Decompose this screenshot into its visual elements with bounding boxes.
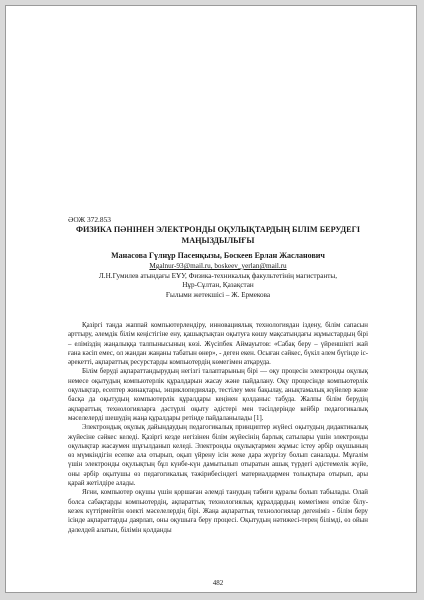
article-body bbox=[68, 321, 368, 535]
paper-title bbox=[68, 224, 368, 246]
author-names: Манасова Гүлнұр Пасенқызы, Боскеев Ерлан Жасланович bbox=[111, 251, 325, 260]
title-line-2: МАҢЫЗДЫЛЫҒЫ bbox=[181, 236, 255, 245]
document-page bbox=[5, 5, 417, 593]
scientific-supervisor: Ғылыми жетекшісі – Ж. Ермекова bbox=[165, 290, 271, 299]
body-paragraph: Электрондық оқулық дайындаудың педагогикалық принциптер жүйесі оқытудың дидактикалық жүйесіне сәйкес келеді. Қазіргі кезде негізінен білім жүйесінің барлық сатылары үшін электронды оқулықтар жасаумен шұғылданып келеді. Электронды оқулықтармен жұмыс істеу әрбір оқушының өз мүмкіндігін есепке ала отырып, оқып үйрену ісін жеке дара жүргізу болып саналады. Мұғалім үшін электронды оқулықтың бұл күнбе-күн дамытылып отыратын ашық түрдегі әдістемелік жүйе, оны әрбір оқытушы өз педагогикалық тәжірибесіндегі материалдармен толықтыра отырып, ары қарай жетілдіре алады. bbox=[68, 424, 368, 488]
udc-code: ӘОЖ 372.853 bbox=[68, 215, 111, 224]
body-paragraph: Білім беруді ақпараттандырудың негізгі талаптарының бірі — оқу процесін электронды оқулық немесе оқытудың компьютерлік құралдарын жасау және пайдалану. Оқу процесінде компьютерлік оқулықтар, есептер жинақтары, энциклопедиялар, тестілеу мен бақылау, анықтамалық жүйелер және басқа да оқытудың компьютерлік құралдары кеңінен қолданыс табуда. Жалпы білім берудің ақпараттық технологияларға дәстүрлі оқыту әдістері мен тәсілдерінде кейбір педагогикалық мәселелерді шешудің жаңа құралдары ретінде пайдаланылады [1]. bbox=[68, 368, 368, 422]
author-info bbox=[68, 262, 368, 300]
title-line-1: ФИЗИКА ПӘНІНЕН ЭЛЕКТРОНДЫ ОҚУЛЫҚТАРДЫҢ БІЛІМ БЕРУДЕГІ bbox=[75, 225, 361, 234]
body-paragraph: Яғни, компьютер оқушы үшін қоршаған әлемді танудың табиғи құралы болып табылады. Олай болса сабақтарды компьютердің, ақпараттық технологиялық құралдардың көмегімен өткізе білу-кезек күттірмейтін өзекті мәселелердің бірі. Жаңа ақпараттық технологиялар дегеніміз - білім беру ісінде ақпараттарды даярлап, оны оқушыға беру процесі. Оқытудың нәтижесі-терең білімді, өз ойын дәлелдей алатын, білімін қолданды bbox=[68, 489, 368, 534]
body-paragraph: Қазіргі таңда жаппай компьютерлендіру, инновациялық технологиядан іздену, білім сапасын арттыру, әлемдік білім кеңістігіне ену, қашықтықтан оқытуға көшу мақсатындағы жұмыстардың бірі – еліміздің жаңалыққа талпынысының көзі. Жүсіпбек Аймауытов: «Сабақ беру – үйреншікті жай ғана кәсіп емес, ол жандан жаңаны табатын өнер», - деген екен. Осыған сәйкес, бүкіл әлем бүгінде ic-әрекетті, ақпараттық ресурстарды компьютердің көмегімен атқаруда. bbox=[68, 322, 368, 367]
author-city: Нұр-Сұлтан, Қазақстан bbox=[182, 281, 254, 290]
author-emails[interactable]: Mgalnur-93@mail.ru, boskeev_yerlan@mail.ru bbox=[149, 262, 287, 270]
page-number: 482 bbox=[212, 579, 224, 587]
author-affiliation: Л.Н.Гумилев атындағы ЕҰУ, Физика-техникалық факультетінің магистранты, bbox=[98, 271, 338, 280]
